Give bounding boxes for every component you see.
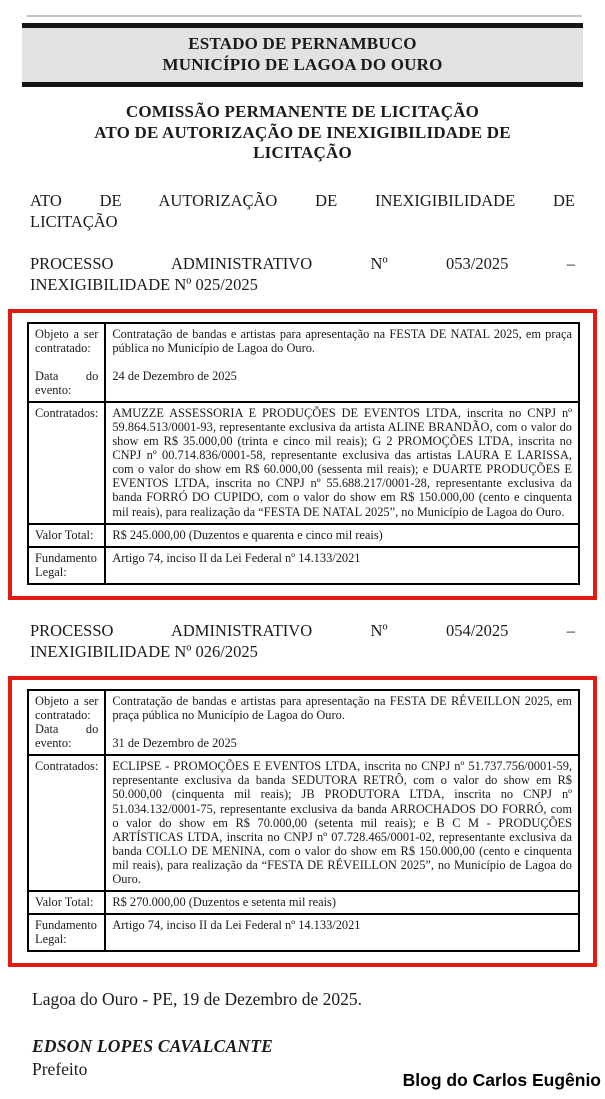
signature-name: EDSON LOPES CAVALCANTE: [32, 1036, 274, 1057]
fundamento-legal-value: Artigo 74, inciso II da Lei Federal nº 14.133/2021: [105, 914, 579, 951]
valor-total-label: Valor Total:: [28, 891, 105, 914]
valor-total-value: R$ 270.000,00 (Duzentos e setenta mil reais): [105, 891, 579, 914]
title-line-1: COMISSÃO PERMANENTE DE LICITAÇÃO: [125, 102, 480, 121]
table-row: [28, 914, 579, 951]
valor-total-value: R$ 245.000,00 (Duzentos e quarenta e cinco mil reais): [105, 524, 579, 547]
process-1-table: [27, 322, 580, 585]
highlight-box-2: [8, 676, 597, 968]
intro-line-2: LICITAÇÃO: [30, 212, 118, 231]
contratados-value: AMUZZE ASSESSORIA E PRODUÇÕES DE EVENTOS LTDA, inscrita no CNPJ nº 59.864.513/0001-93, representante exclusiva da artista ALINE BRANDÃO, com o valor do show em R$ 35.000,00 (trinta e cinco mil reais); G 2 PROMOÇÕES LTDA, inscrita no CNPJ nº 00.714.836/0001-58, representante exclusiva das artistas LAURA E LARISSA, com o valor do show em R$ 60.000,00 (sessenta mil reais); e DUARTE PRODUÇÕES E EVENTOS LTDA, inscrita no CNPJ nº 55.688.217/0001-28, representante exclusiva da banda FORRÓ DO CUPIDO, com o valor do show em R$ 150.000,00 (cento e cinquenta mil reais), para realização da “FESTA DE NATAL 2025”, no Município de Lagoa do Ouro.: [105, 402, 579, 524]
table-row: [28, 402, 579, 524]
intro-paragraph: [30, 190, 575, 233]
contratados-value: ECLIPSE - PROMOÇÕES E EVENTOS LTDA, inscrita no CNPJ nº 51.737.756/0001-59, representante exclusiva da banda SEDUTORA RETRÔ, com o valor do show em R$ 50.000,00 (cinquenta mil reais); JB PRODUTORA LTDA, inscrita no CNPJ nº 51.034.132/0001-75, representante exclusiva da banda ARROCHADOS DO FORRÓ, com o valor do show em R$ 70.000,00 (setenta mil reais); e B C M - PRODUÇÕES ARTÍSTICAS LTDA, inscrita no CNPJ nº 07.728.465/0001-02, representante exclusiva da banda COLLO DE MENINA, com o valor do show em R$ 150.000,00 (cento e cinquenta mil reais), para realização da “FESTA DE RÉVEILLON 2025”, no Município de Lagoa do Ouro.: [105, 755, 579, 891]
data-evento-value: 31 de Dezembro de 2025: [112, 736, 237, 751]
objeto-data-label-cell: [28, 323, 105, 402]
title-line-3: LICITAÇÃO: [253, 143, 352, 162]
process-heading-2: [30, 620, 575, 663]
data-evento-label: Data do evento:: [35, 368, 99, 397]
fundamento-legal-value: Artigo 74, inciso II da Lei Federal nº 14.133/2021: [105, 547, 579, 584]
table-row: [28, 891, 579, 914]
objeto-data-label-cell: [28, 690, 105, 755]
letterhead-municipality: MUNICÍPIO DE LAGOA DO OURO: [162, 55, 443, 74]
table-row: [28, 690, 579, 755]
title-line-2: ATO DE AUTORIZAÇÃO DE INEXIGIBILIDADE DE: [94, 122, 511, 142]
objeto-label: Objeto a ser contratado:: [35, 693, 99, 722]
letterhead: [22, 23, 583, 87]
highlight-box-1: [8, 309, 597, 600]
objeto-label: Objeto a ser contratado:: [35, 326, 99, 355]
blog-credit: Blog do Carlos Eugênio: [402, 1070, 601, 1091]
top-rule: [27, 15, 582, 17]
data-evento-value: 24 de Dezembro de 2025: [112, 368, 237, 383]
fundamento-legal-label: Fundamento Legal:: [28, 914, 105, 951]
objeto-value: Contratação de bandas e artistas para apresentação na FESTA DE RÉVEILLON 2025, em praça pública no Município de Lagoa do Ouro.: [112, 693, 572, 722]
contratados-label: Contratados:: [28, 402, 105, 524]
process-1-inexigibilidade: INEXIGIBILIDADE Nº 025/2025: [30, 275, 258, 294]
data-evento-label: Data do evento:: [35, 722, 99, 751]
document-title: [0, 102, 605, 164]
process-2-table: [27, 689, 580, 953]
process-1-number: PROCESSO ADMINISTRATIVO Nº 053/2025 –: [30, 253, 575, 273]
signature-role: Prefeito: [32, 1059, 88, 1080]
place-date: Lagoa do Ouro - PE, 19 de Dezembro de 2025.: [32, 989, 362, 1010]
objeto-data-value-cell: [105, 690, 579, 755]
process-heading-1: [30, 253, 575, 296]
objeto-data-value-cell: [105, 323, 579, 402]
table-row: [28, 323, 579, 402]
fundamento-legal-label: Fundamento Legal:: [28, 547, 105, 584]
table-row: [28, 755, 579, 891]
contratados-label: Contratados:: [28, 755, 105, 891]
table-row: [28, 524, 579, 547]
intro-line-1: ATO DE AUTORIZAÇÃO DE INEXIGIBILIDADE DE: [30, 190, 575, 210]
valor-total-label: Valor Total:: [28, 524, 105, 547]
process-2-inexigibilidade: INEXIGIBILIDADE Nº 026/2025: [30, 642, 258, 662]
table-row: [28, 547, 579, 584]
process-2-number: PROCESSO ADMINISTRATIVO Nº 054/2025 –: [30, 620, 575, 640]
letterhead-state: ESTADO DE PERNAMBUCO: [188, 34, 417, 53]
objeto-value: Contratação de bandas e artistas para apresentação na FESTA DE NATAL 2025, em praça pública no Município de Lagoa do Ouro.: [112, 326, 572, 355]
